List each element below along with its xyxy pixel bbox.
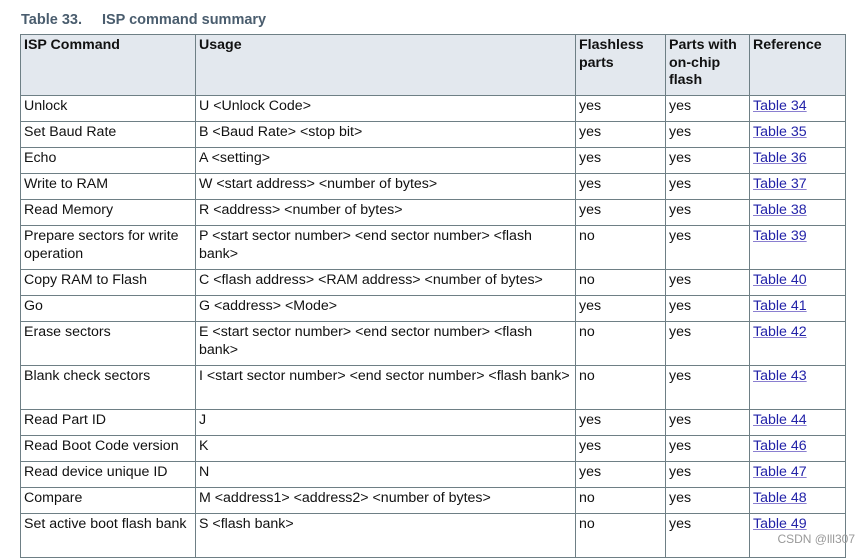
- usage-cell: E <start sector number> <end sector number> <flash bank>: [196, 322, 576, 366]
- reference-link[interactable]: Table 44: [753, 412, 807, 428]
- flashless-cell: yes: [576, 174, 666, 200]
- onchip-flash-cell: yes: [666, 514, 750, 558]
- usage-cell: P <start sector number> <end sector number> <flash bank>: [196, 226, 576, 270]
- table-row: [21, 410, 846, 436]
- flashless-cell: yes: [576, 96, 666, 122]
- reference-cell: [750, 122, 846, 148]
- reference-link[interactable]: Table 49: [753, 516, 807, 532]
- reference-cell: [750, 96, 846, 122]
- command-cell: Read Part ID: [21, 410, 196, 436]
- reference-link[interactable]: Table 43: [753, 368, 807, 384]
- reference-link[interactable]: Table 46: [753, 438, 807, 454]
- reference-link[interactable]: Table 35: [753, 124, 807, 140]
- command-cell: Compare: [21, 488, 196, 514]
- watermark: CSDN @lll307: [777, 532, 855, 546]
- usage-cell: B <Baud Rate> <stop bit>: [196, 122, 576, 148]
- reference-cell: [750, 322, 846, 366]
- flashless-cell: yes: [576, 462, 666, 488]
- col-header: Flashless parts: [576, 35, 666, 96]
- reference-link[interactable]: Table 38: [753, 202, 807, 218]
- table-row: [21, 270, 846, 296]
- usage-cell: J: [196, 410, 576, 436]
- usage-cell: G <address> <Mode>: [196, 296, 576, 322]
- reference-link[interactable]: Table 39: [753, 228, 807, 244]
- usage-cell: I <start sector number> <end sector number> <flash bank>: [196, 366, 576, 410]
- table-row: [21, 436, 846, 462]
- table-row: [21, 488, 846, 514]
- reference-cell: [750, 366, 846, 410]
- flashless-cell: yes: [576, 436, 666, 462]
- onchip-flash-cell: yes: [666, 148, 750, 174]
- command-cell: Unlock: [21, 96, 196, 122]
- col-header: Usage: [196, 35, 576, 96]
- flashless-cell: yes: [576, 148, 666, 174]
- isp-command-table: [20, 34, 846, 558]
- table-number: Table 33.: [21, 12, 82, 28]
- flashless-cell: yes: [576, 410, 666, 436]
- command-cell: Set active boot flash bank: [21, 514, 196, 558]
- table-caption: [21, 12, 286, 28]
- reference-cell: [750, 488, 846, 514]
- reference-link[interactable]: Table 34: [753, 98, 807, 114]
- table-row: [21, 122, 846, 148]
- table-row: [21, 174, 846, 200]
- reference-cell: [750, 226, 846, 270]
- flashless-cell: no: [576, 366, 666, 410]
- usage-cell: N: [196, 462, 576, 488]
- table-row: [21, 462, 846, 488]
- reference-link[interactable]: Table 42: [753, 324, 807, 340]
- flashless-cell: no: [576, 226, 666, 270]
- reference-cell: [750, 436, 846, 462]
- reference-cell: [750, 148, 846, 174]
- reference-cell: [750, 410, 846, 436]
- usage-cell: A <setting>: [196, 148, 576, 174]
- command-cell: Copy RAM to Flash: [21, 270, 196, 296]
- command-cell: Read Boot Code version: [21, 436, 196, 462]
- onchip-flash-cell: yes: [666, 322, 750, 366]
- flashless-cell: no: [576, 270, 666, 296]
- usage-cell: S <flash bank>: [196, 514, 576, 558]
- reference-cell: [750, 174, 846, 200]
- usage-cell: U <Unlock Code>: [196, 96, 576, 122]
- reference-link[interactable]: Table 36: [753, 150, 807, 166]
- flashless-cell: no: [576, 514, 666, 558]
- onchip-flash-cell: yes: [666, 174, 750, 200]
- col-header: ISP Command: [21, 35, 196, 96]
- onchip-flash-cell: yes: [666, 488, 750, 514]
- command-cell: Erase sectors: [21, 322, 196, 366]
- table-row: [21, 96, 846, 122]
- command-cell: Blank check sectors: [21, 366, 196, 410]
- reference-cell: [750, 270, 846, 296]
- col-header: Reference: [750, 35, 846, 96]
- onchip-flash-cell: yes: [666, 410, 750, 436]
- onchip-flash-cell: yes: [666, 366, 750, 410]
- onchip-flash-cell: yes: [666, 200, 750, 226]
- flashless-cell: yes: [576, 200, 666, 226]
- command-cell: Set Baud Rate: [21, 122, 196, 148]
- usage-cell: W <start address> <number of bytes>: [196, 174, 576, 200]
- usage-cell: R <address> <number of bytes>: [196, 200, 576, 226]
- onchip-flash-cell: yes: [666, 296, 750, 322]
- reference-cell: [750, 200, 846, 226]
- flashless-cell: no: [576, 322, 666, 366]
- command-cell: Write to RAM: [21, 174, 196, 200]
- header-row: [21, 35, 846, 96]
- command-cell: Prepare sectors for write operation: [21, 226, 196, 270]
- table-row: [21, 366, 846, 410]
- command-cell: Read device unique ID: [21, 462, 196, 488]
- reference-link[interactable]: Table 41: [753, 298, 807, 314]
- reference-link[interactable]: Table 48: [753, 490, 807, 506]
- table-row: [21, 226, 846, 270]
- table-row: [21, 200, 846, 226]
- command-cell: Echo: [21, 148, 196, 174]
- onchip-flash-cell: yes: [666, 436, 750, 462]
- reference-link[interactable]: Table 40: [753, 272, 807, 288]
- command-cell: Go: [21, 296, 196, 322]
- reference-link[interactable]: Table 37: [753, 176, 807, 192]
- table-row: [21, 322, 846, 366]
- flashless-cell: no: [576, 488, 666, 514]
- table-title: ISP command summary: [101, 12, 267, 28]
- onchip-flash-cell: yes: [666, 122, 750, 148]
- usage-cell: K: [196, 436, 576, 462]
- onchip-flash-cell: yes: [666, 96, 750, 122]
- table-row: [21, 296, 846, 322]
- table-row: [21, 148, 846, 174]
- onchip-flash-cell: yes: [666, 226, 750, 270]
- table-row: [21, 514, 846, 558]
- onchip-flash-cell: yes: [666, 270, 750, 296]
- usage-cell: C <flash address> <RAM address> <number of bytes>: [196, 270, 576, 296]
- reference-cell: [750, 462, 846, 488]
- onchip-flash-cell: yes: [666, 462, 750, 488]
- reference-cell: [750, 296, 846, 322]
- reference-link[interactable]: Table 47: [753, 464, 807, 480]
- command-cell: Read Memory: [21, 200, 196, 226]
- usage-cell: M <address1> <address2> <number of bytes>: [196, 488, 576, 514]
- flashless-cell: yes: [576, 296, 666, 322]
- col-header: Parts with on-chip flash: [666, 35, 750, 96]
- flashless-cell: yes: [576, 122, 666, 148]
